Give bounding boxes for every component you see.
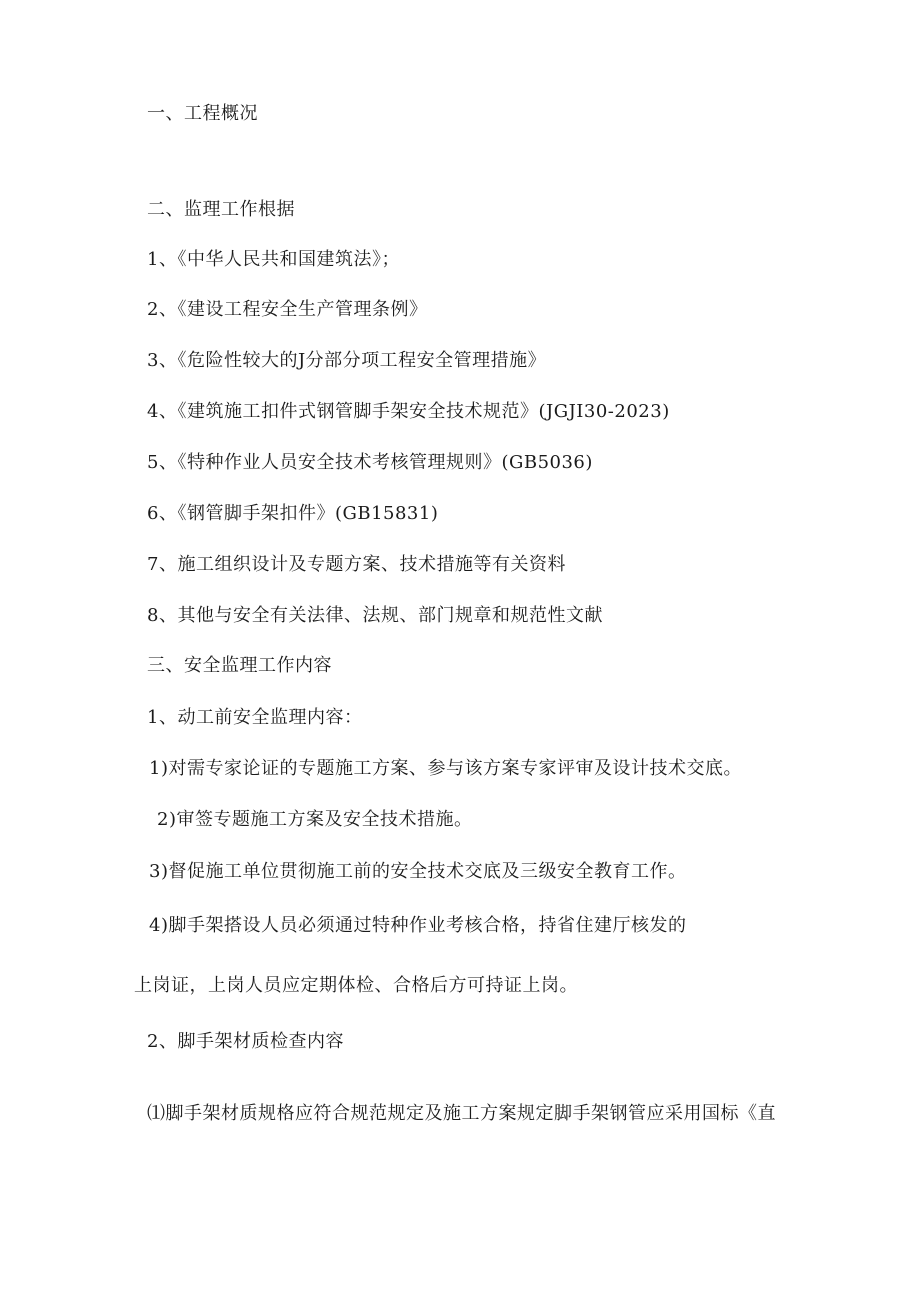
content-subitem-3: 3)督促施工单位贯彻施工前的安全技术交底及三级安全教育工作。 (149, 861, 687, 882)
basis-item-5: 5、《特种作业人员安全技术考核管理规则》(GB5036) (147, 452, 593, 473)
content-item-1: 1、动工前安全监理内容： (147, 707, 363, 728)
basis-item-1: 1、《中华人民共和国建筑法》； (147, 249, 400, 270)
heading-project-overview: 一、工程概况 (147, 103, 258, 124)
heading-supervision-basis: 二、监理工作根据 (147, 199, 295, 220)
material-check-paragraph: ⑴脚手架材质规格应符合规范规定及施工方案规定脚手架钢管应采用国标《直 (147, 1103, 776, 1124)
basis-item-7: 7、施工组织设计及专题方案、技术措施等有关资料 (147, 554, 566, 575)
heading-safety-supervision: 三、安全监理工作内容 (147, 655, 332, 676)
content-subitem-4-continued: 上岗证，上岗人员应定期体检、合格后方可持证上岗。 (134, 975, 578, 996)
basis-item-6: 6、《钢管脚手架扣件》(GB15831) (147, 503, 439, 524)
content-subitem-4: 4)脚手架搭设人员必须通过特种作业考核合格，持省住建厅核发的 (149, 915, 687, 936)
basis-item-4: 4、《建筑施工扣件式钢管脚手架安全技术规范》(JGJI30-2023) (147, 401, 670, 422)
content-subitem-1: 1)对需专家论证的专题施工方案、参与该方案专家评审及设计技术交底。 (149, 758, 742, 779)
basis-item-8: 8、其他与安全有关法律、法规、部门规章和规范性文献 (147, 605, 603, 626)
basis-item-2: 2、《建设工程安全生产管理条例》 (147, 299, 428, 320)
content-subitem-2: 2)审签专题施工方案及安全技术措施。 (157, 809, 473, 830)
basis-item-3: 3、《危险性较大的J分部分项工程安全管理措施》 (147, 350, 547, 371)
content-item-2: 2、脚手架材质检查内容 (147, 1031, 344, 1052)
